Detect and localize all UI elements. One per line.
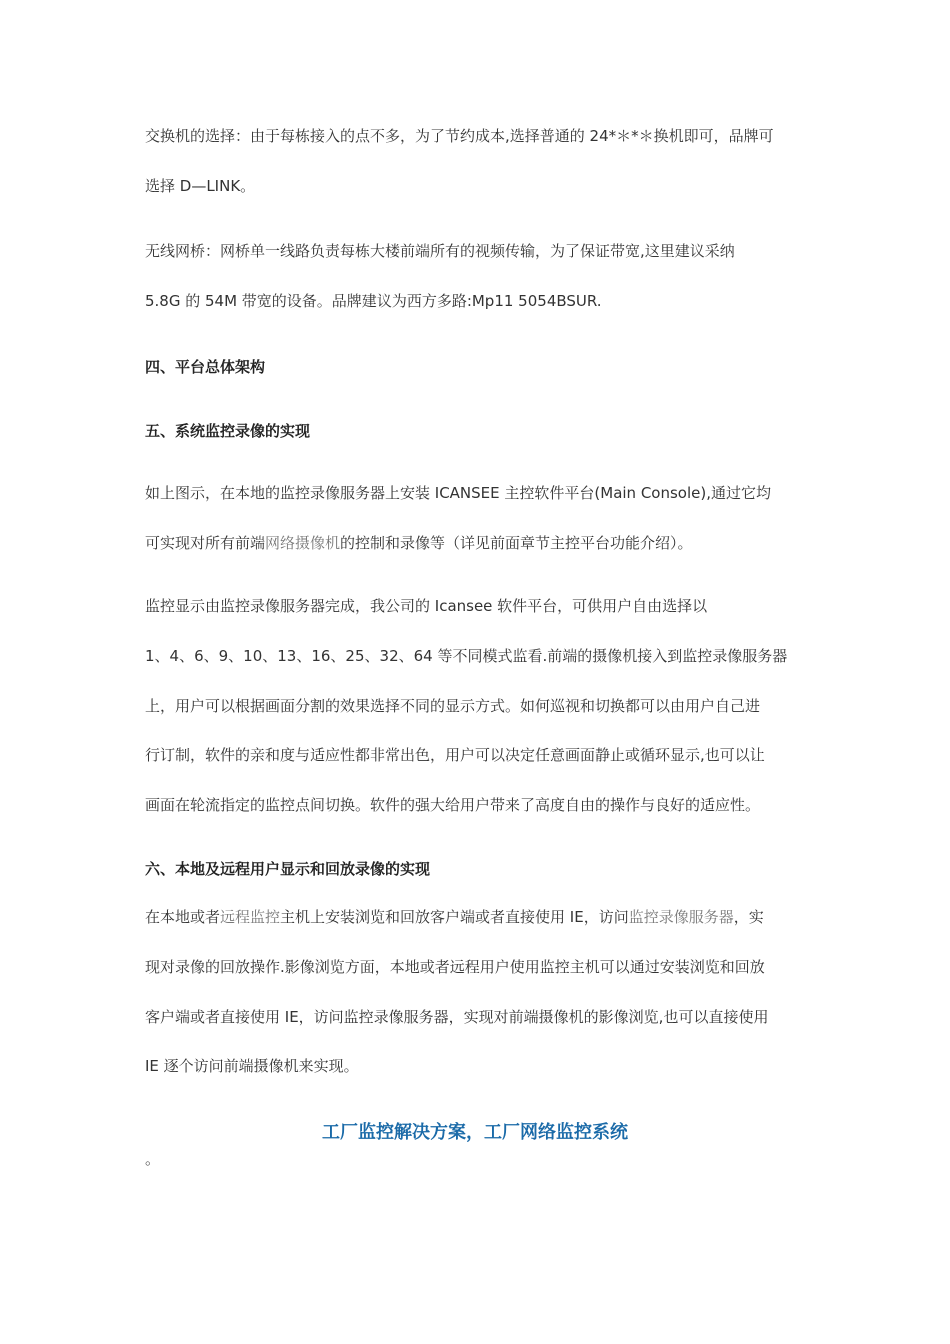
paragraph-5a-line-1: 如上图示，在本地的监控录像服务器上安装 ICANSEE 主控软件平台(Main Console),通过它均 — [145, 484, 771, 502]
paragraph-5b-line-5: 画面在轮流指定的监控点间切换。软件的强大给用户带来了高度自由的操作与良好的适应性。 — [145, 796, 761, 814]
paragraph-bridge-line-1: 无线网桥：网桥单一线路负责每栋大楼前端所有的视频传输，为了保证带宽,这里建议采纳 — [145, 242, 735, 260]
paragraph-switch-line-1: 交换机的选择：由于每栋接入的点不多，为了节约成本,选择普通的 24*＊*＊换机即可，品牌可 — [145, 127, 774, 145]
network-camera-link[interactable]: 网络摄像机 — [265, 534, 341, 552]
section-heading-6: 六、本地及远程用户显示和回放录像的实现 — [145, 860, 431, 878]
section-heading-5: 五、系统监控录像的实现 — [145, 422, 311, 440]
paragraph-6-text: ，实 — [733, 908, 764, 926]
paragraph-6-text: 主机上安装浏览和回放客户端或者直接使用 IE，访问 — [280, 908, 629, 926]
remote-monitoring-link[interactable]: 远程监控 — [220, 908, 281, 926]
recording-server-link[interactable]: 监控录像服务器 — [628, 908, 734, 926]
paragraph-6-line-3: 客户端或者直接使用 IE，访问监控录像服务器，实现对前端摄像机的影像浏览,也可以直接使用 — [145, 1008, 769, 1026]
footer-dot: 。 — [145, 1150, 161, 1168]
paragraph-switch-line-2: 选择 D—LINK。 — [145, 177, 256, 195]
paragraph-5b-line-1: 监控显示由监控录像服务器完成，我公司的 Icansee 软件平台，可供用户自由选择以 — [145, 597, 708, 615]
paragraph-6-line-1 — [145, 907, 764, 927]
paragraph-5b-line-3: 上，用户可以根据画面分割的效果选择不同的显示方式。如何巡视和切换都可以由用户自己进 — [145, 697, 761, 715]
paragraph-bridge-line-2: 5.8G 的 54M 带宽的设备。品牌建议为西方多路:Mp11 5054BSUR. — [145, 292, 602, 310]
section-heading-4: 四、平台总体架构 — [145, 358, 266, 376]
paragraph-5b-line-4: 行订制，软件的亲和度与适应性都非常出色，用户可以决定任意画面静止或循环显示,也可以让 — [145, 746, 765, 764]
paragraph-6-line-4: IE 逐个访问前端摄像机来实现。 — [145, 1057, 359, 1075]
paragraph-6-text: 在本地或者 — [145, 908, 221, 926]
paragraph-6-line-2: 现对录像的回放操作.影像浏览方面，本地或者远程用户使用监控主机可以通过安装浏览和回放 — [145, 958, 765, 976]
paragraph-5a-text: 可实现对所有前端 — [145, 534, 266, 552]
footer-title-link[interactable]: 工厂监控解决方案，工厂网络监控系统 — [322, 1122, 628, 1143]
paragraph-5b-line-2: 1、4、6、9、10、13、16、25、32、64 等不同模式监看.前端的摄像机接入到监控录像服务器 — [145, 647, 788, 665]
paragraph-5a-text: 的控制和录像等（详见前面章节主控平台功能介绍）。 — [340, 534, 693, 552]
paragraph-5a-line-2 — [145, 533, 693, 553]
